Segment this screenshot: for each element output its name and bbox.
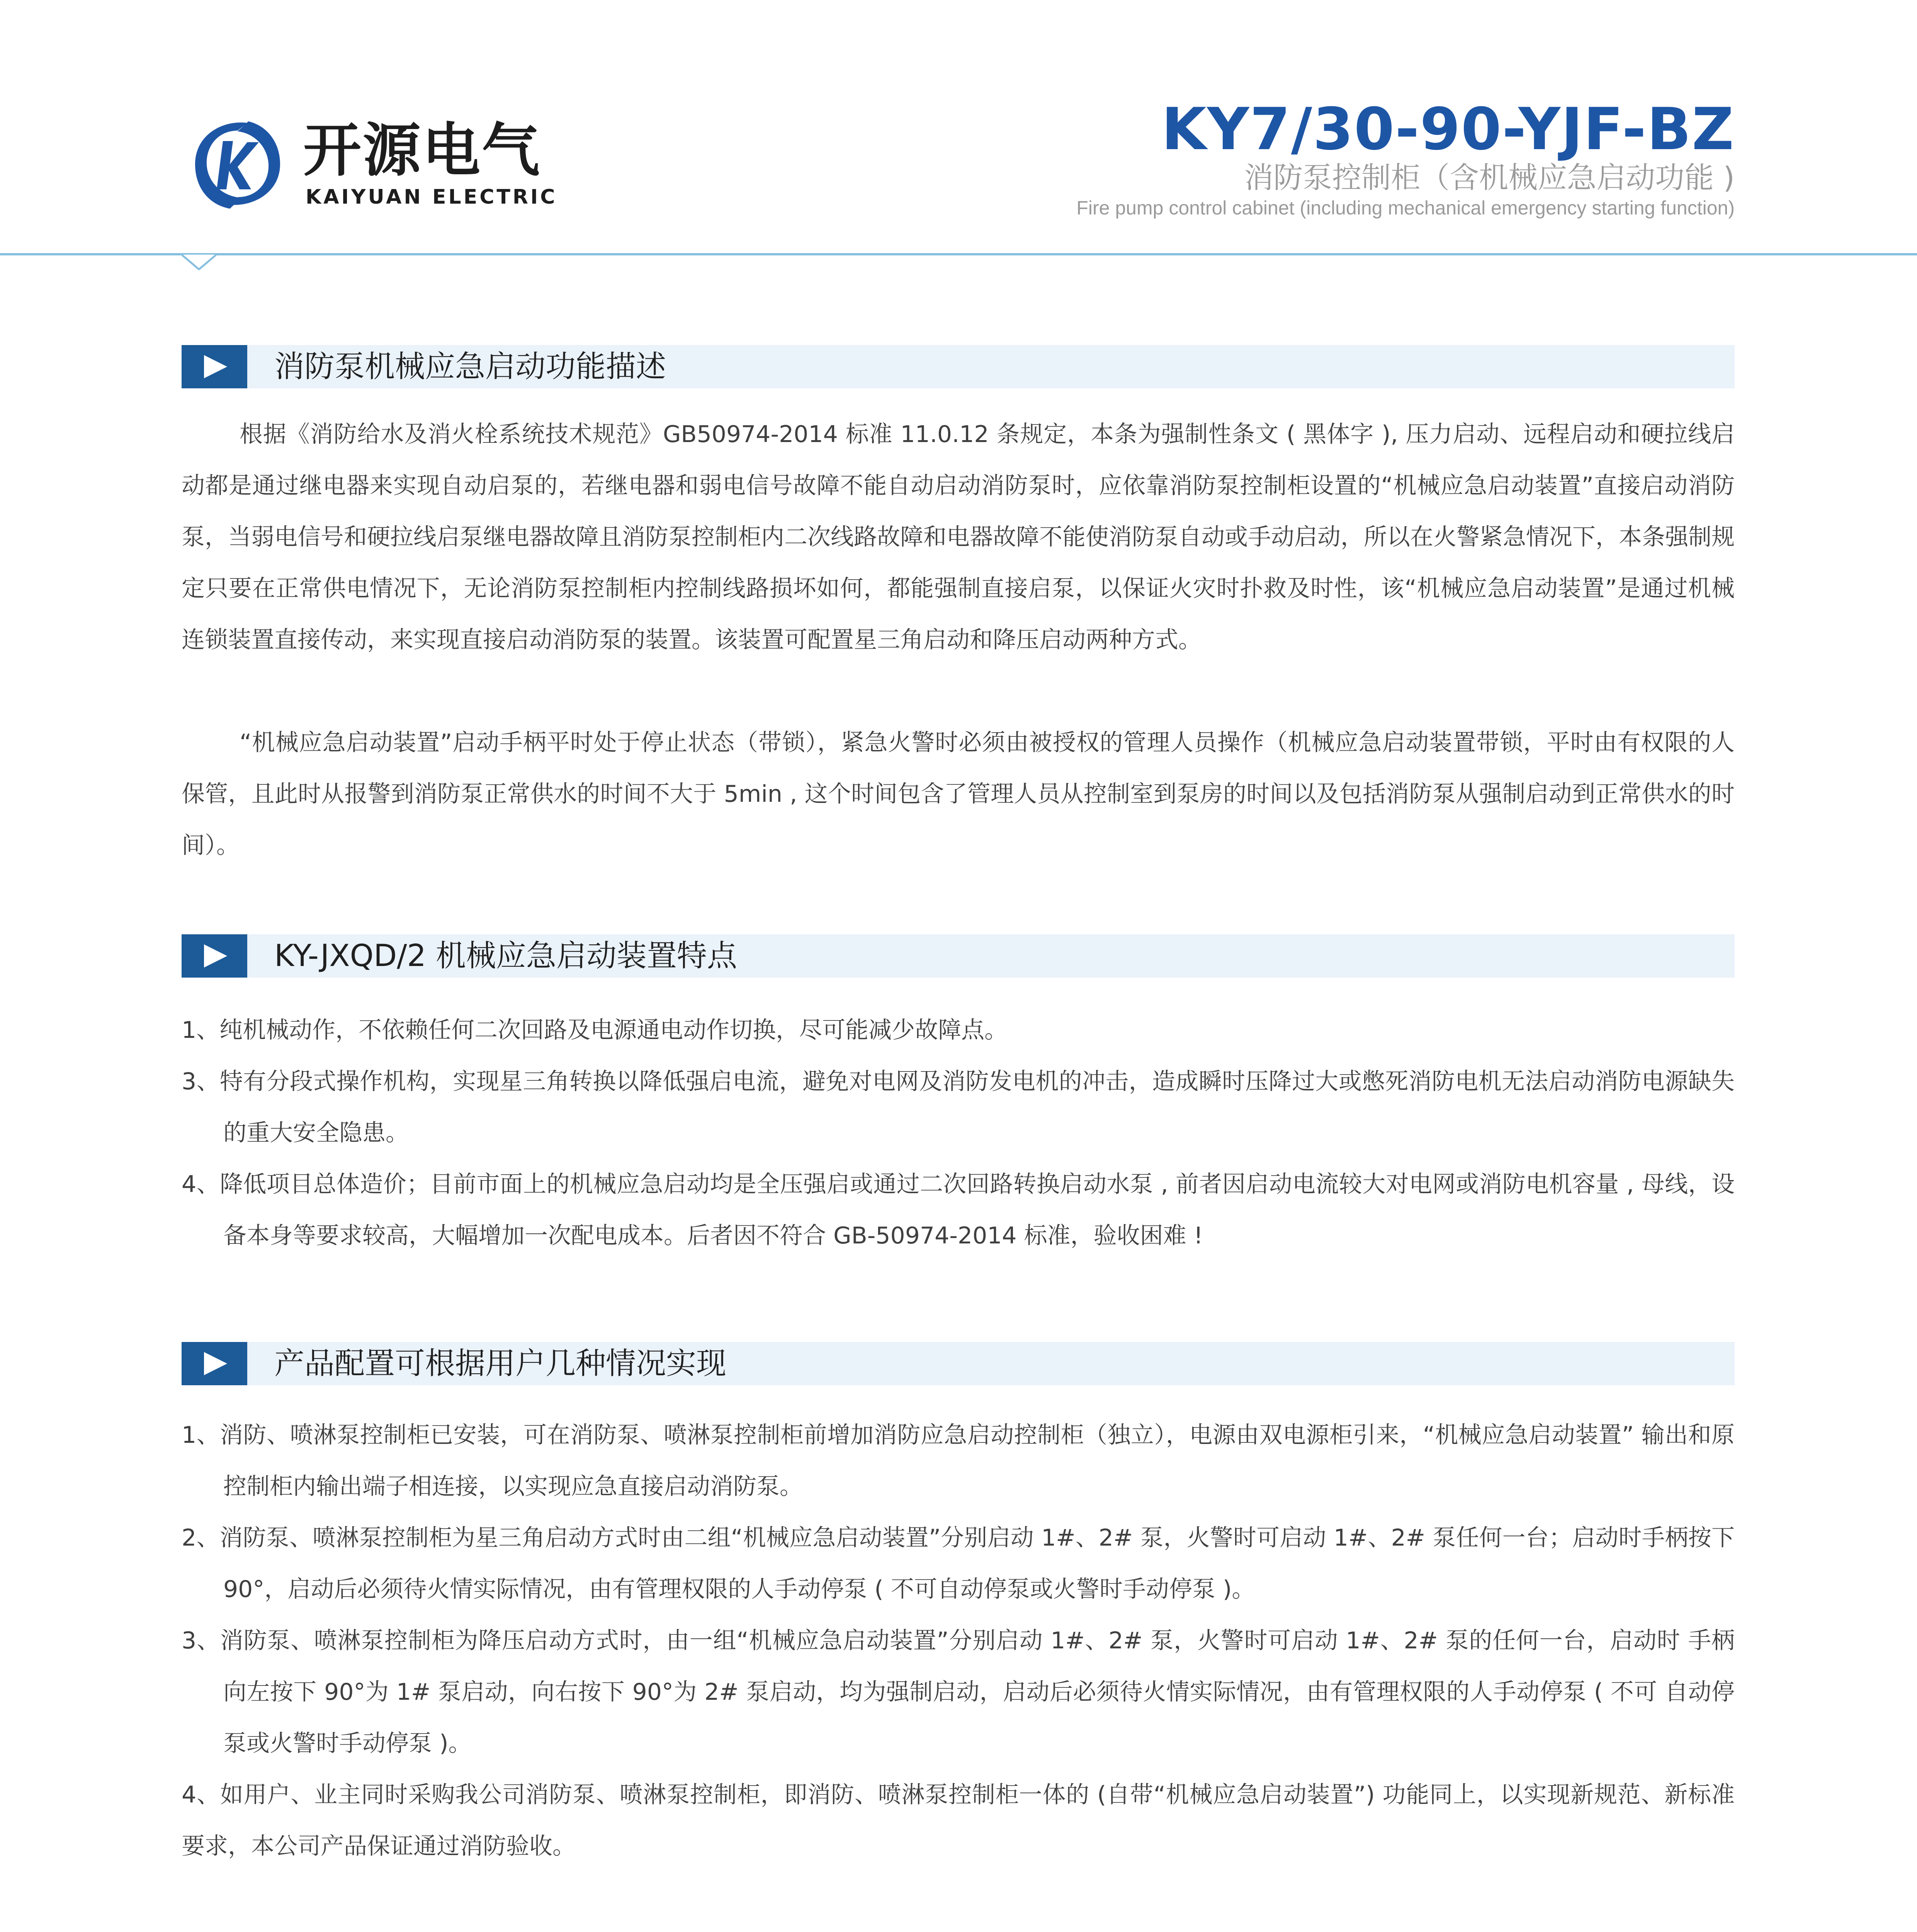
header-notch (182, 255, 216, 270)
ky-logo-icon (180, 112, 296, 216)
section-title: KY-JXQD/2 机械应急启动装置特点 (274, 939, 737, 973)
logo-english-name: KAIYUAN ELECTRIC (306, 185, 557, 209)
list-item: 4、降低项目总体造价；目前市面上的机械应急启动均是全压强启或通过二次回路转换启动水泵 , 前者因启动电流较大对电网或消防电机容量 , 母线，设备本身等要求较高，大幅增加一次配电成本。后者因不符合 GB-50974-2014 标准，验收困难 ! (182, 1171, 1735, 1249)
header-divider (0, 253, 1917, 255)
list-item: 4、如用户、业主同时采购我公司消防泵、喷淋泵控制柜，即消防、喷淋泵控制柜一体的 (自带“机械应急启动装置”) 功能同上，以实现新规范、新标准要求，本公司产品保证通过消防验收。 (182, 1781, 1735, 1860)
list-item: 1、消防、喷淋泵控制柜已安装，可在消防泵、喷淋泵控制柜前增加消防应急启动控制柜（独立），电源由双电源柜引来，“机械应急启动装置” 输出和原控制柜内输出端子相连接，以实现应急直接启动消防泵。 (182, 1422, 1735, 1500)
play-arrow-icon (182, 345, 247, 388)
product-subtitle-cn: 消防泵控制柜（含机械应急启动功能 ) (1244, 160, 1735, 195)
play-arrow-icon (182, 934, 247, 978)
feature-list (182, 1005, 1735, 1262)
list-item: 2、消防泵、喷淋泵控制柜为星三角启动方式时由二组“机械应急启动装置”分别启动 1#、2# 泵，火警时可启动 1#、2# 泵任何一台；启动时手柄按下 90°，启动后必须待火情实际情况，由有管理权限的人手动停泵 ( 不可自动停泵或火警时手动停泵 )。 (182, 1524, 1735, 1603)
paragraph: 根据《消防给水及消火栓系统技术规范》GB50974-2014 标准 11.0.12 条规定，本条为强制性条文 ( 黑体字 ), 压力启动、远程启动和硬拉线启动都是通过继电器来实现自动启泵的，若继电器和弱电信号故障不能自动启动消防泵时，应依靠消防泵控制柜设置的“机械应急启动装置”直接启动消防泵，当弱电信号和硬拉线启泵继电器故障且消防泵控制柜内二次线路故障和电器故障不能使消防泵自动或手动启动，所以在火警紧急情况下，本条强制规定只要在正常供电情况下，无论消防泵控制柜内控制线路损坏如何，都能强制直接启泵，以保证火灾时扑救及时性，该“机械应急启动装置”是通过机械连锁装置直接传动，来实现直接启动消防泵的装置。该装置可配置星三角启动和降压启动两种方式。 (182, 421, 1735, 653)
product-subtitle-en: Fire pump control cabinet (including mechanical emergency starting function) (1076, 197, 1735, 219)
section-title: 消防泵机械应急启动功能描述 (274, 349, 666, 384)
company-logo (180, 112, 557, 224)
list-item: 1、纯机械动作，不依赖任何二次回路及电源通电动作切换，尽可能减少故障点。 (182, 1017, 1008, 1044)
section-header-features (182, 934, 1735, 978)
logo-chinese-name: 开源电气 (303, 117, 542, 184)
section-header-description (182, 345, 1735, 388)
list-item: 3、特有分段式操作机构，实现星三角转换以降低强启电流，避免对电网及消防发电机的冲击，造成瞬时压降过大或憋死消防电机无法启动消防电源缺失的重大安全隐患。 (182, 1068, 1735, 1146)
section-header-configuration (182, 1342, 1735, 1385)
configuration-list (182, 1410, 1735, 1872)
section-title: 产品配置可根据用户几种情况实现 (274, 1346, 727, 1381)
list-item: 3、消防泵、喷淋泵控制柜为降压启动方式时，由一组“机械应急启动装置”分别启动 1#、2# 泵，火警时可启动 1#、2# 泵的任何一台，启动时 手柄向左按下 90°为 1# 泵启动，向右按下 90°为 2# 泵启动，均为强制启动，启动后必须待火情实际情况，由有管理权限的人手动停泵 ( 不可 自动停泵或火警时手动停泵 )。 (182, 1627, 1735, 1757)
product-model: KY7/30-90-YJF-BZ (1161, 96, 1735, 163)
paragraph: “机械应急启动装置”启动手柄平时处于停止状态（带锁），紧急火警时必须由被授权的管理人员操作（机械应急启动装置带锁，平时由有权限的人保管，且此时从报警到消防泵正常供水的时间不大于 5min , 这个时间包含了管理人员从控制室到泵房的时间以及包括消防泵从强制启动到正常供水的时间）。 (182, 729, 1735, 859)
play-arrow-icon (182, 1342, 247, 1385)
